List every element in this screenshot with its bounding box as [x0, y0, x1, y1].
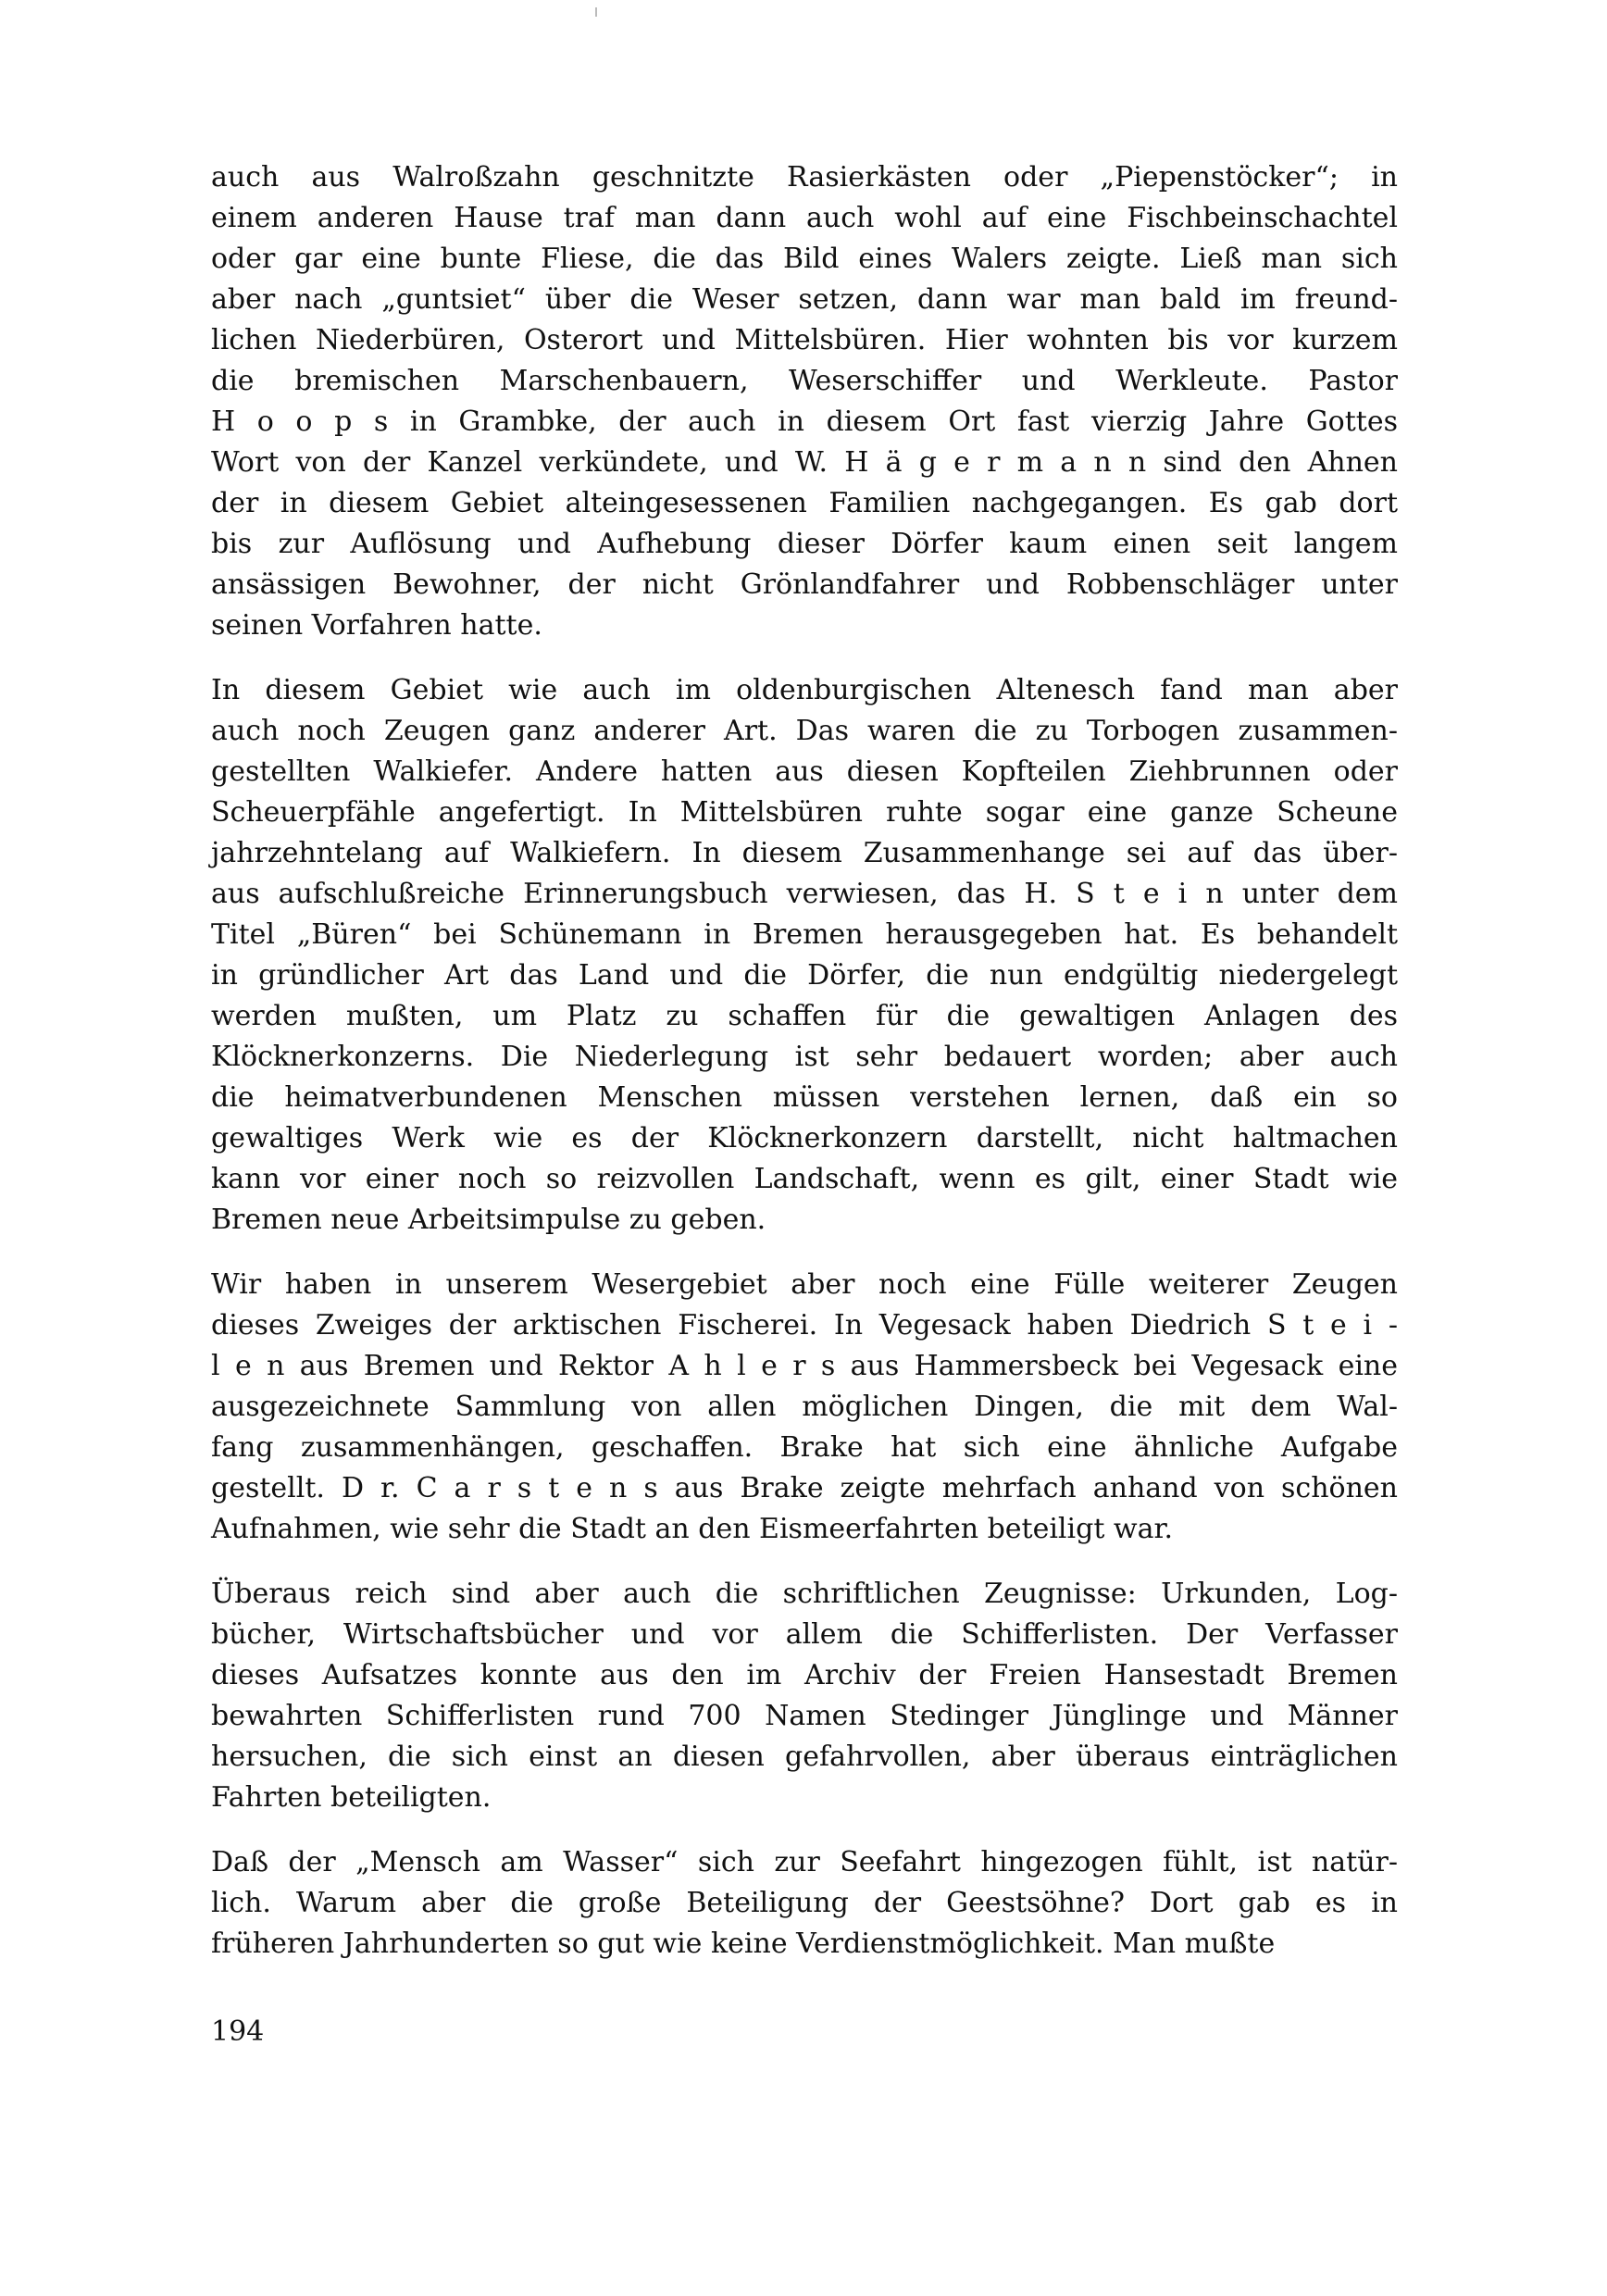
- text-line: die bremischen Marschenbauern, Weserschiffer und Werkleute. Pastor: [211, 365, 1398, 397]
- text-line: seinen Vorfahren hatte.: [211, 609, 542, 642]
- text-line: werden mußten, um Platz zu schaffen für die gewaltigen Anlagen des: [211, 1000, 1398, 1032]
- paragraph: [211, 670, 1398, 1241]
- text-line: ansässigen Bewohner, der nicht Grönlandfahrer und Robbenschläger unter: [211, 568, 1398, 601]
- text-line: Wort von der Kanzel verkündete, und W. H ä g e r m a n n sind den Ahnen: [211, 446, 1398, 479]
- text-line: gestellt. D r. C a r s t e n s aus Brake zeigte mehrfach anhand von schönen: [211, 1472, 1398, 1504]
- text-line: Fahrten beteiligten.: [211, 1781, 492, 1814]
- text-line: In diesem Gebiet wie auch im oldenburgischen Altenesch fand man aber: [211, 674, 1398, 706]
- text-line: Titel „Büren“ bei Schünemann in Bremen herausgegeben hat. Es behandelt: [211, 918, 1398, 951]
- text-line: gestellten Walkiefer. Andere hatten aus diesen Kopfteilen Ziehbrunnen oder: [211, 755, 1398, 788]
- text-line: bücher, Wirtschaftsbücher und vor allem die Schifferlisten. Der Verfasser: [211, 1618, 1398, 1651]
- text-line: lich. Warum aber die große Beteiligung der Geestsöhne? Dort gab es in: [211, 1887, 1398, 1919]
- text-line: aber nach „guntsiet“ über die Weser setzen, dann war man bald im freund-: [211, 283, 1398, 316]
- text-line: aus aufschlußreiche Erinnerungsbuch verwiesen, das H. S t e i n unter dem: [211, 878, 1398, 910]
- text-line: fang zusammenhängen, geschaffen. Brake hat sich eine ähnliche Aufgabe: [211, 1431, 1398, 1464]
- text-line: bewahrten Schifferlisten rund 700 Namen Stedinger Jünglinge und Männer: [211, 1700, 1398, 1732]
- text-line: lichen Niederbüren, Osterort und Mittelsbüren. Hier wohnten bis vor kurzem: [211, 324, 1398, 356]
- text-line: auch noch Zeugen ganz anderer Art. Das waren die zu Torbogen zusammen-: [211, 715, 1398, 747]
- text-line: oder gar eine bunte Fliese, die das Bild eines Walers zeigte. Ließ man sich: [211, 243, 1398, 275]
- text-line: dieses Zweiges der arktischen Fischerei. In Vegesack haben Diedrich S t e i -: [211, 1309, 1398, 1341]
- text-line: einem anderen Hause traf man dann auch wohl auf eine Fischbeinschachtel: [211, 202, 1398, 234]
- text-line: gewaltiges Werk wie es der Klöcknerkonzern darstellt, nicht haltmachen: [211, 1122, 1398, 1154]
- text-line: Überaus reich sind aber auch die schriftlichen Zeugnisse: Urkunden, Log-: [211, 1578, 1398, 1610]
- text-line: Bremen neue Arbeitsimpulse zu geben.: [211, 1204, 766, 1236]
- text-line: früheren Jahrhunderten so gut wie keine Verdienstmöglichkeit. Man mußte: [211, 1928, 1276, 1960]
- text-line: Aufnahmen, wie sehr die Stadt an den Eismeerfahrten beteiligt war.: [211, 1513, 1174, 1545]
- page-number: 194: [211, 2015, 265, 2048]
- text-line: jahrzehntelang auf Walkiefern. In diesem Zusammenhange sei auf das über-: [211, 837, 1398, 869]
- text-line: hersuchen, die sich einst an diesen gefahrvollen, aber überaus einträglichen: [211, 1741, 1398, 1773]
- text-line: kann vor einer noch so reizvollen Landschaft, wenn es gilt, einer Stadt wie: [211, 1163, 1398, 1195]
- paragraph: [211, 1265, 1398, 1550]
- text-line: Daß der „Mensch am Wasser“ sich zur Seefahrt hingezogen fühlt, ist natür-: [211, 1846, 1398, 1878]
- text-line: H o o p s in Grambke, der auch in diesem Ort fast vierzig Jahre Gottes: [211, 406, 1398, 438]
- paragraph: [211, 1574, 1398, 1818]
- text-line: bis zur Auflösung und Aufhebung dieser Dörfer kaum einen seit langem: [211, 528, 1398, 560]
- text-line: ausgezeichnete Sammlung von allen möglichen Dingen, die mit dem Wal-: [211, 1391, 1398, 1423]
- text-line: dieses Aufsatzes konnte aus den im Archiv der Freien Hansestadt Bremen: [211, 1659, 1398, 1691]
- scan-speck: [595, 7, 597, 17]
- text-line: Klöcknerkonzerns. Die Niederlegung ist sehr bedauert worden; aber auch: [211, 1041, 1398, 1073]
- text-line: der in diesem Gebiet alteingesessenen Familien nachgegangen. Es gab dort: [211, 487, 1398, 519]
- text-line: Wir haben in unserem Wesergebiet aber noch eine Fülle weiterer Zeugen: [211, 1268, 1398, 1301]
- text-line: die heimatverbundenen Menschen müssen verstehen lernen, daß ein so: [211, 1081, 1398, 1114]
- paragraph: [211, 1842, 1398, 1965]
- text-line: Scheuerpfähle angefertigt. In Mittelsbüren ruhte sogar eine ganze Scheune: [211, 796, 1398, 829]
- text-line: in gründlicher Art das Land und die Dörfer, die nun endgültig niedergelegt: [211, 959, 1398, 992]
- text-line: auch aus Walroßzahn geschnitzte Rasierkästen oder „Piepenstöcker“; in: [211, 161, 1398, 193]
- body-text: [211, 157, 1398, 1989]
- paragraph: [211, 157, 1398, 646]
- text-line: l e n aus Bremen und Rektor A h l e r s aus Hammersbeck bei Vegesack eine: [211, 1350, 1398, 1382]
